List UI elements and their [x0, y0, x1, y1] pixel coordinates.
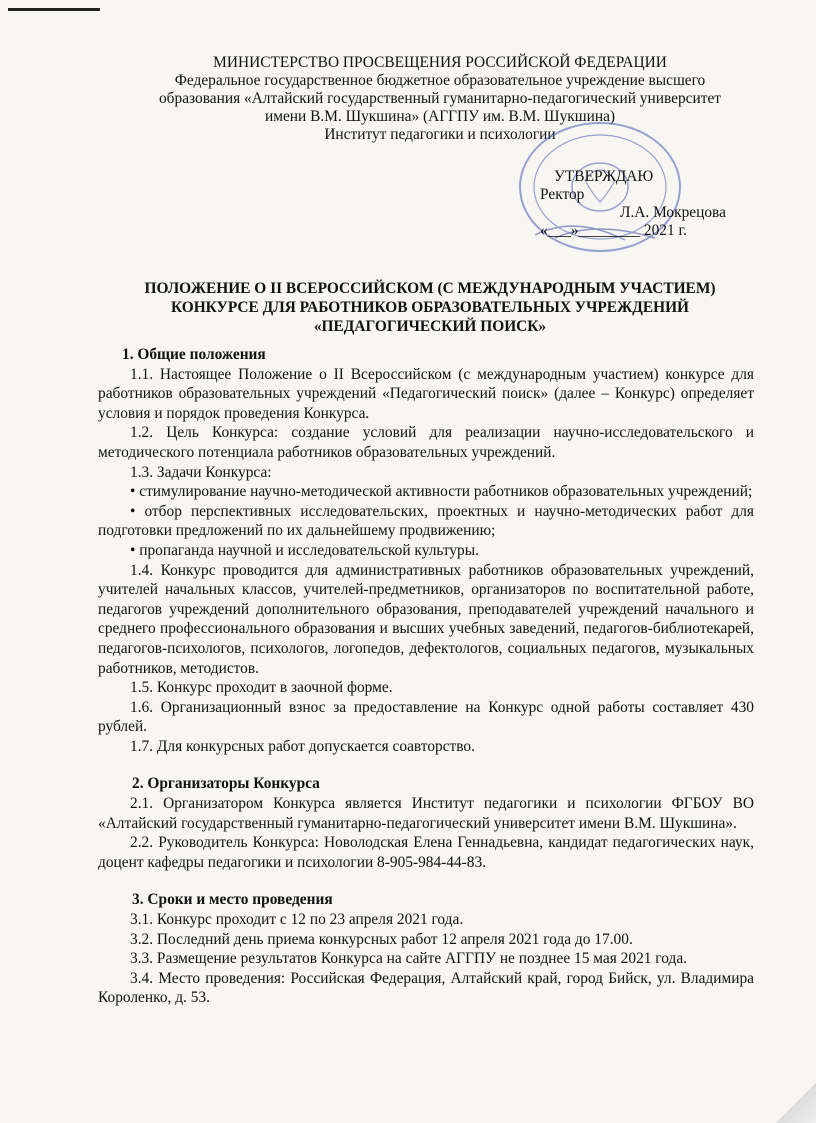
approval-date: «___»________ 2021 г.: [540, 222, 687, 239]
page-edge: [776, 1083, 816, 1123]
clause-3-1: 3.1. Конкурс проходит с 12 по 23 апреля 2021 года.: [130, 911, 464, 929]
scan-corner-mark: [8, 8, 100, 11]
clause-2-2: 2.2. Руководитель Конкурса: Новолодская Елена Геннадьевна, кандидат педагогических наук, доцент кафедры педагогики и психологии 8-905-984-44-83.: [98, 834, 754, 871]
section-1-heading: 1. Общие положения: [122, 346, 266, 363]
section-3-heading: 3. Сроки и место проведения: [132, 891, 333, 909]
document-header: [70, 54, 810, 144]
clause-1-2: 1.2. Цель Конкурса: создание условий для реализации научно-исследовательского и методического потенциала работников образовательных учреждений.: [98, 424, 754, 461]
university-line-1: Федеральное государственное бюджетное образовательное учреждение высшего: [174, 72, 706, 89]
institute-name: Институт педагогики и психологии: [324, 126, 556, 143]
title-line-2: КОНКУРСЕ ДЛЯ РАБОТНИКОВ ОБРАЗОВАТЕЛЬНЫХ УЧРЕЖДЕНИЙ: [170, 299, 690, 316]
clause-1-7: 1.7. Для конкурсных работ допускается соавторство.: [130, 737, 475, 755]
clause-1-3: 1.3. Задачи Конкурса:: [130, 463, 272, 481]
task-bullet-2: • отбор перспективных исследовательских, проектных и научно-методических работ для подготовки предложений по их дальнейшему продвижению;: [98, 502, 754, 540]
university-line-2: образования «Алтайский государственный гуманитарно-педагогический университет: [158, 90, 722, 107]
clause-2-1: 2.1. Организатором Конкурса является Институт педагогики и психологии ФГБОУ ВО «Алтайский государственный гуманитарно-педагогический университет имени В.М. Шукшина».: [98, 795, 754, 832]
title-line-1: ПОЛОЖЕНИЕ О II ВСЕРОССИЙСКОМ (С МЕЖДУНАРОДНЫМ УЧАСТИЕМ): [144, 280, 716, 297]
clause-3-4: 3.4. Место проведения: Российская Федерация, Алтайский край, город Бийск, ул. Владимира Короленко, д. 53.: [98, 969, 754, 1007]
document-title: [60, 279, 800, 336]
task-bullet-1: • стимулирование научно-методической активности работников образовательных учреждений;: [130, 483, 753, 501]
task-bullet-3: • пропаганда научной и исследовательской культуры.: [130, 541, 479, 559]
rector-name: Л.А. Мокрецова: [620, 204, 726, 221]
rector-position: Ректор: [540, 186, 585, 203]
title-line-3: «ПЕДАГОГИЧЕСКИЙ ПОИСК»: [313, 318, 547, 335]
clause-1-5: 1.5. Конкурс проходит в заочной форме.: [130, 679, 393, 697]
section-2-heading: 2. Организаторы Конкурса: [132, 775, 320, 793]
ministry-name: МИНИСТЕРСТВО ПРОСВЕЩЕНИЯ РОССИЙСКОЙ ФЕДЕРАЦИИ: [213, 54, 667, 71]
clause-1-6: 1.6. Организационный взнос за предоставление на Конкурс одной работы составляет 430 рублей.: [98, 698, 754, 736]
approval-block: [540, 168, 780, 240]
document-body: [98, 345, 754, 1008]
approve-label: УТВЕРЖДАЮ: [554, 168, 654, 185]
clause-1-1: 1.1. Настоящее Положение о II Всероссийском (с международным участием) конкурсе для работников образовательных учреждений «Педагогический поиск» (далее – Конкурс) определяет условия и порядок проведения Конкурса.: [98, 365, 754, 422]
clause-1-4: 1.4. Конкурс проводится для административных работников образовательных учреждений, учителей начальных классов, учителей-предметников, организаторов по воспитательной работе, педагогов учреждений дополнительного образования, преподавателей учреждений начального и среднего профессионального образования и высших учебных заведений, педагогов-библиотекарей, педагогов-психологов, психологов, логопедов, дефектологов, социальных педагогов, музыкальных работников, методистов.: [98, 561, 754, 677]
clause-3-2: 3.2. Последний день приема конкурсных работ 12 апреля 2021 года до 17.00.: [130, 930, 633, 948]
clause-3-3: 3.3. Размещение результатов Конкурса на сайте АГГПУ не позднее 15 мая 2021 года.: [130, 950, 687, 968]
university-line-3: имени В.М. Шукшина» (АГГПУ им. В.М. Шукшина): [264, 108, 616, 125]
